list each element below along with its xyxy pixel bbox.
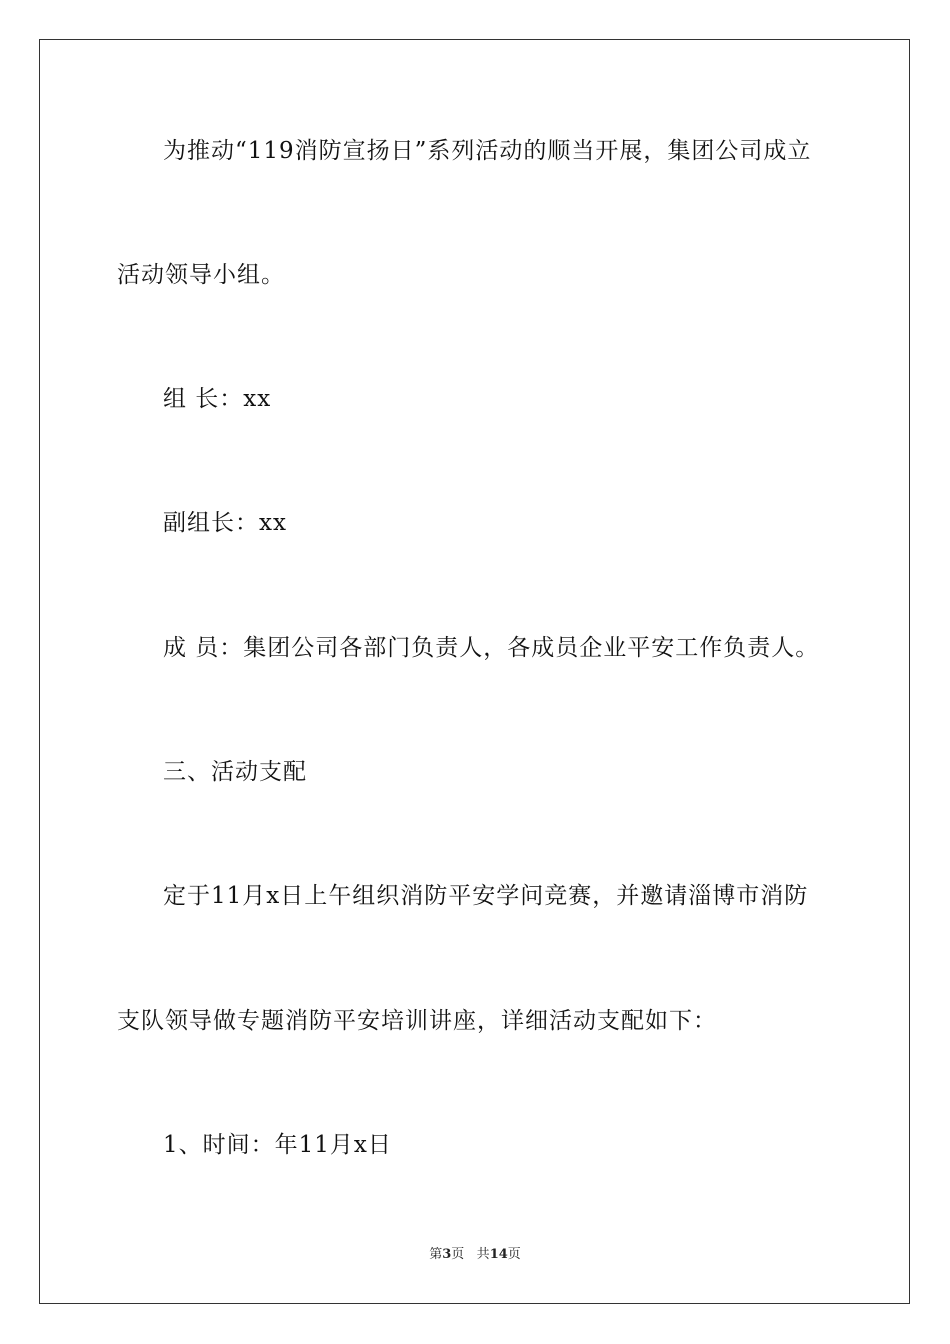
- page-suffix: 页: [451, 1247, 465, 1262]
- members-line: 成 员：集团公司各部门负责人，各成员企业平安工作负责人。: [163, 635, 820, 661]
- list-item: 1、时间：年11月x日: [163, 1132, 392, 1158]
- paragraph-line: 定于11月x日上午组织消防平安学问竞赛，并邀请淄博市消防: [163, 883, 809, 909]
- page-number: 3: [442, 1247, 452, 1262]
- page-prefix: 第: [429, 1247, 443, 1262]
- team-leader-line: 组 长：xx: [163, 386, 272, 412]
- paragraph-line: 为推动“119消防宣扬日”系列活动的顺当开展，集团公司成立: [163, 138, 812, 164]
- section-heading: 三、活动支配: [163, 759, 307, 785]
- page-footer: [0, 1246, 950, 1264]
- total-prefix: 共: [476, 1247, 490, 1262]
- deputy-leader-line: 副组长：xx: [163, 510, 287, 536]
- paragraph-line: 活动领导小组。: [117, 262, 285, 288]
- page-border: [39, 39, 910, 1304]
- total-pages: 14: [489, 1247, 508, 1262]
- total-suffix: 页: [507, 1247, 521, 1262]
- paragraph-line: 支队领导做专题消防平安培训讲座，详细活动支配如下：: [117, 1008, 717, 1034]
